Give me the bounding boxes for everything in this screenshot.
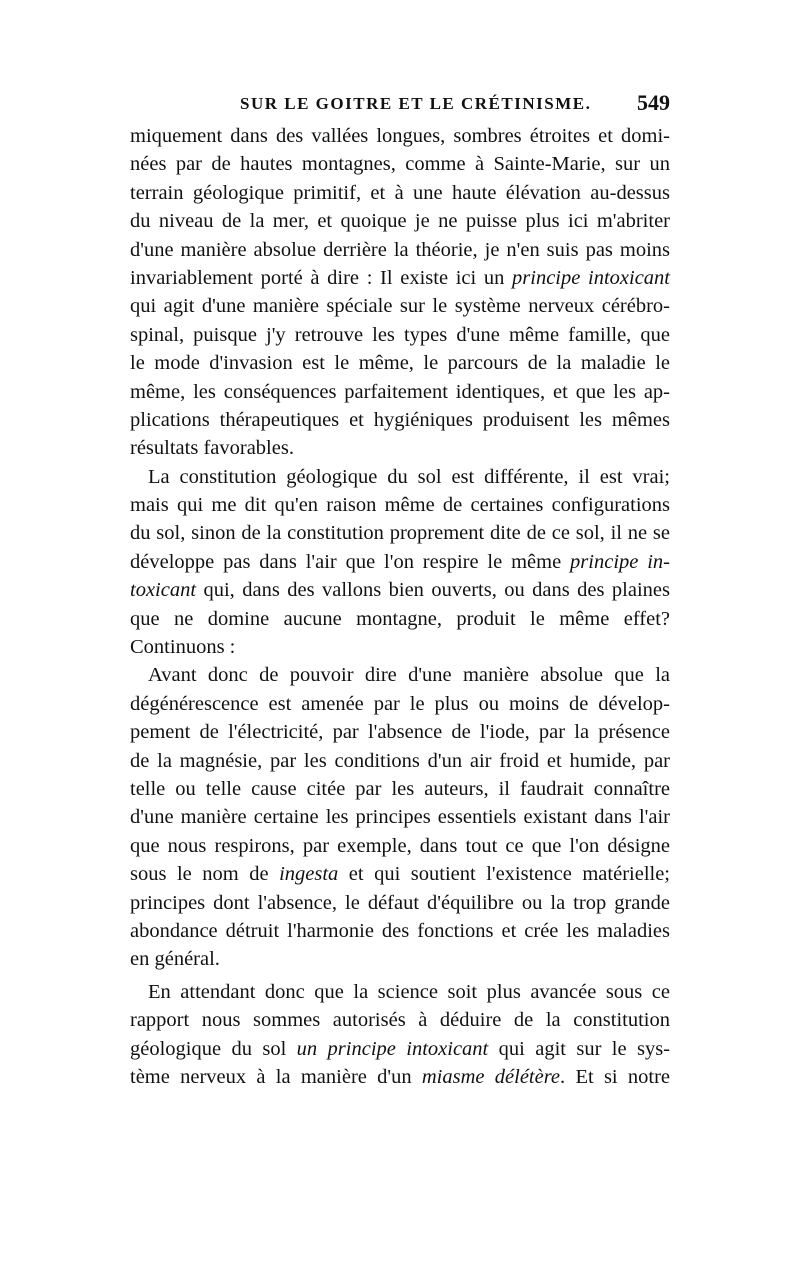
text-line xyxy=(130,264,670,292)
text-run: et qui soutient l'existence matérielle; xyxy=(338,863,671,886)
italic-text: miasme délétère xyxy=(421,1065,561,1088)
text-run: de la magnésie, par les conditions d'un air froid et humide, par xyxy=(130,749,670,772)
text-line xyxy=(130,122,670,150)
text-run: qui, dans des vallons bien ouverts, ou dans des plaines xyxy=(196,579,670,602)
text-run: qui agit d'une manière spéciale sur le système nerveux cérébro- xyxy=(130,295,670,318)
text-run: d'une manière certaine les principes essentiels existant dans l'air xyxy=(130,806,670,829)
text-line xyxy=(130,917,670,945)
text-run: Continuons : xyxy=(130,636,236,659)
text-run: le mode d'invasion est le même, le parcours de la maladie le xyxy=(130,352,670,375)
text-run: plications thérapeutiques et hygiéniques produisent les mêmes xyxy=(130,408,670,431)
text-run: que nous respirons, par exemple, dans tout ce que l'on désigne xyxy=(130,834,670,857)
text-run: terrain géologique primitif, et à une haute élévation au-dessus xyxy=(130,181,670,204)
text-line xyxy=(130,803,670,831)
text-line xyxy=(130,661,670,689)
text-run: d'une manière absolue derrière la théorie, je n'en suis pas moins xyxy=(130,238,670,261)
text-line xyxy=(130,860,670,888)
running-head xyxy=(130,90,670,120)
text-run: abondance détruit l'harmonie des fonctions et crée les maladies xyxy=(130,919,670,942)
text-line xyxy=(130,150,670,178)
text-run: nées par de hautes montagnes, comme à Sainte-Marie, sur un xyxy=(130,153,670,176)
italic-text: principe in- xyxy=(570,550,670,573)
text-run: invariablement porté à dire : Il existe ici un xyxy=(130,266,513,289)
text-run: qui agit sur le sys- xyxy=(488,1037,670,1060)
text-run: que ne domine aucune montagne, produit le même effet? xyxy=(130,607,670,630)
text-line xyxy=(130,378,670,406)
italic-text: ingesta xyxy=(279,863,339,886)
text-line xyxy=(130,1063,670,1091)
text-line xyxy=(130,1006,670,1034)
text-run: du sol, sinon de la constitution proprement dite de ce sol, il ne se xyxy=(130,522,670,545)
text-line xyxy=(130,945,670,973)
text-line xyxy=(130,690,670,718)
body-text xyxy=(130,122,670,1091)
text-run: dégénérescence est amenée par le plus ou moins de dévelop- xyxy=(130,692,670,715)
text-line xyxy=(130,463,670,491)
text-run: principes dont l'absence, le défaut d'équilibre ou la trop grande xyxy=(130,891,670,914)
text-run: En attendant donc que la science soit plus avancée sous ce xyxy=(148,980,670,1003)
text-line xyxy=(130,406,670,434)
text-line xyxy=(130,207,670,235)
text-run: La constitution géologique du sol est différente, il est vrai; xyxy=(148,465,670,488)
text-run: rapport nous sommes autorisés à déduire de la constitution xyxy=(130,1009,670,1032)
text-line xyxy=(130,576,670,604)
italic-text: principe intoxicant xyxy=(512,266,670,289)
text-run: en général. xyxy=(130,948,220,971)
text-line xyxy=(130,832,670,860)
text-line xyxy=(130,978,670,1006)
text-line xyxy=(130,434,670,462)
text-run: tème nerveux à la manière d'un xyxy=(130,1065,422,1088)
text-line xyxy=(130,747,670,775)
text-line xyxy=(130,321,670,349)
text-line xyxy=(130,548,670,576)
text-run: mais qui me dit qu'en raison même de certaines configurations xyxy=(130,494,670,517)
text-run: développe pas dans l'air que l'on respire le même xyxy=(130,550,571,573)
text-run: miquement dans des vallées longues, sombres étroites et domi- xyxy=(130,125,670,147)
text-run: Avant donc de pouvoir dire d'une manière absolue que la xyxy=(148,664,670,687)
page-number: 549 xyxy=(637,90,670,115)
text-line xyxy=(130,519,670,547)
text-run: géologique du sol xyxy=(130,1037,297,1060)
italic-text: un principe intoxicant xyxy=(296,1037,489,1060)
text-run: . Et si notre xyxy=(560,1065,671,1088)
text-run: résultats favorables. xyxy=(130,437,294,460)
text-line xyxy=(130,292,670,320)
text-line xyxy=(130,179,670,207)
text-run: même, les conséquences parfaitement identiques, et que les ap- xyxy=(130,380,670,403)
text-line xyxy=(130,718,670,746)
text-run: pement de l'électricité, par l'absence de l'iode, par la présence xyxy=(130,721,670,744)
text-run: du niveau de la mer, et quoique je ne puisse plus ici m'abriter xyxy=(130,210,670,233)
text-run: sous le nom de xyxy=(130,863,280,886)
text-line xyxy=(130,605,670,633)
text-run: spinal, puisque j'y retrouve les types d'une même famille, que xyxy=(130,323,670,346)
text-line xyxy=(130,491,670,519)
text-line xyxy=(130,633,670,661)
text-run: telle ou telle cause citée par les auteurs, il faudrait connaître xyxy=(130,777,670,800)
text-line xyxy=(130,349,670,377)
text-line xyxy=(130,1035,670,1063)
text-line xyxy=(130,889,670,917)
text-line xyxy=(130,775,670,803)
text-line xyxy=(130,236,670,264)
running-title: SUR LE GOITRE ET LE CRÉTINISME. xyxy=(240,94,592,113)
italic-text: toxicant xyxy=(130,579,197,602)
